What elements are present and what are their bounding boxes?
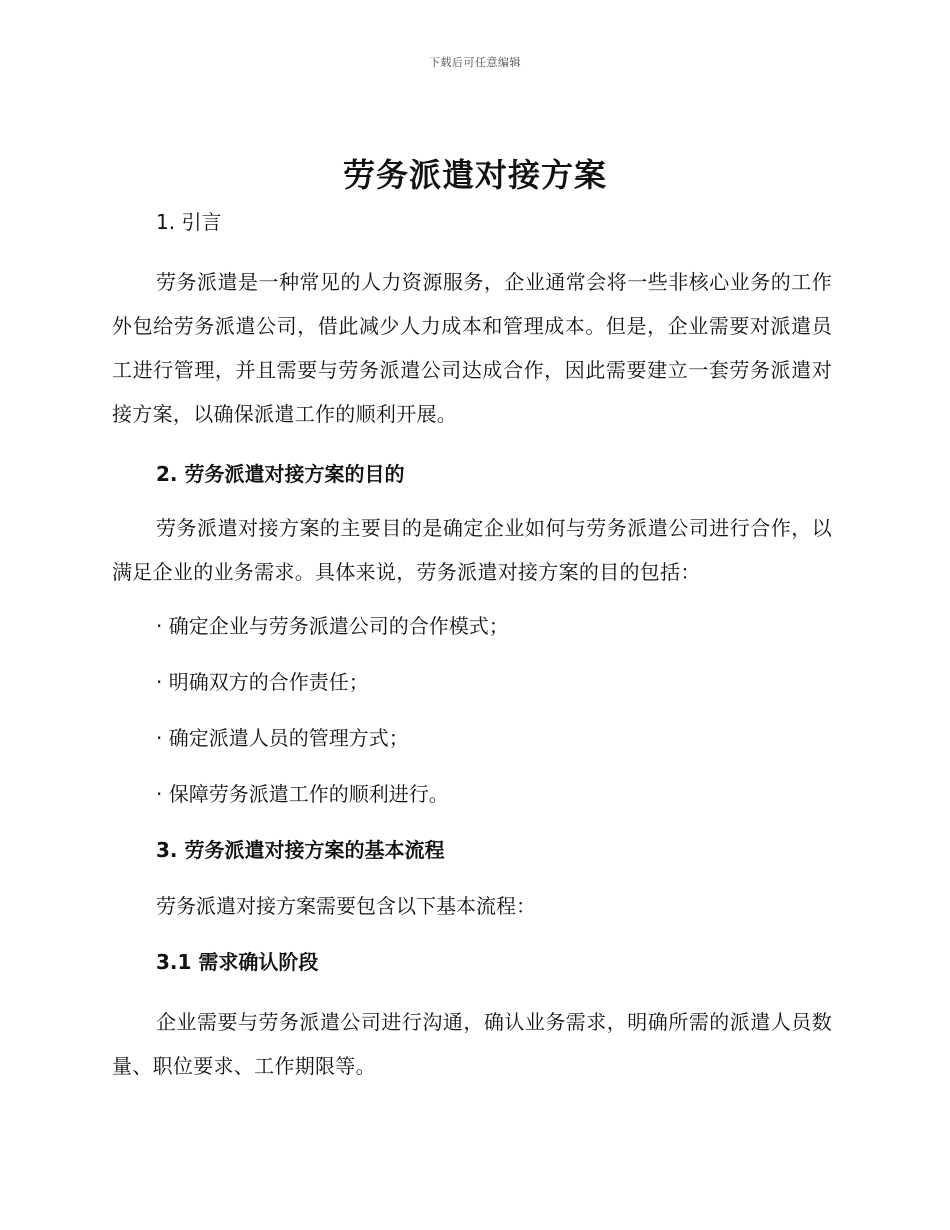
list-item: · 明确双方的合作责任； [156, 670, 369, 694]
section-3-intro: 劳务派遣对接方案需要包含以下基本流程： [156, 894, 536, 918]
section-3-1-heading: 3.1 需求确认阶段 [156, 950, 319, 974]
list-item: · 保障劳务派遣工作的顺利进行。 [156, 782, 449, 806]
section-1-heading: 1. 引言 [156, 210, 222, 234]
document-title: 劳务派遣对接方案 [342, 156, 607, 194]
section-3-heading: 3. 劳务派遣对接方案的基本流程 [156, 838, 445, 862]
section-2-heading: 2. 劳务派遣对接方案的目的 [156, 462, 405, 486]
section-3-1-paragraph: 企业需要与劳务派遣公司进行沟通，确认业务需求，明确所需的派遣人员数量、职位要求、工作期限等。 [112, 1010, 832, 1078]
section-1-paragraph: 劳务派遣是一种常见的人力资源服务，企业通常会将一些非核心业务的工作外包给劳务派遣公司，借此减少人力成本和管理成本。但是，企业需要对派遣员工进行管理，并且需要与劳务派遣公司达成合作，因此需要建立一套劳务派遣对接方案，以确保派遣工作的顺利开展。 [112, 270, 832, 426]
list-item: · 确定派遣人员的管理方式； [156, 726, 409, 750]
list-item: · 确定企业与劳务派遣公司的合作模式； [156, 614, 509, 638]
section-2-paragraph: 劳务派遣对接方案的主要目的是确定企业如何与劳务派遣公司进行合作，以满足企业的业务需求。具体来说，劳务派遣对接方案的目的包括： [112, 516, 832, 584]
document-body [112, 204, 832, 1088]
header-note: 下载后可任意编辑 [429, 56, 521, 69]
